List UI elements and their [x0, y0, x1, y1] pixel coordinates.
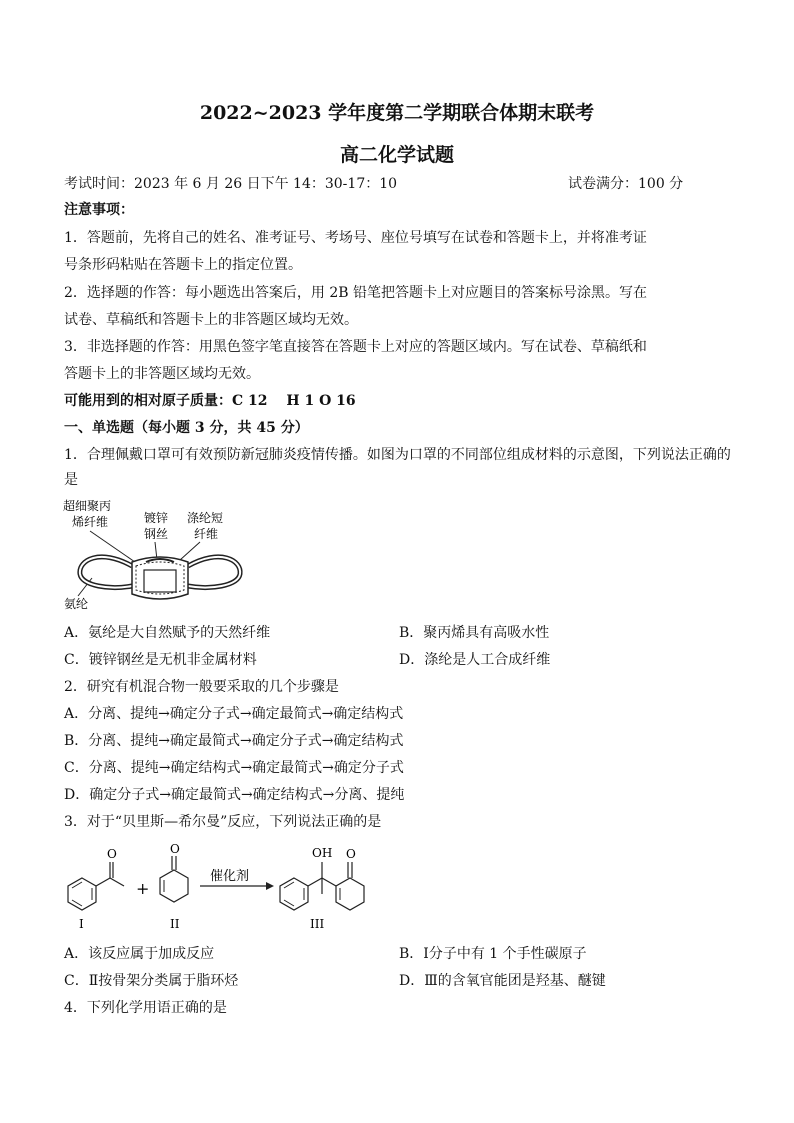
reaction-scheme [60, 840, 380, 932]
hydroxyl-oh: OH [312, 846, 333, 860]
label-polyester-2: 纤维 [194, 527, 219, 541]
label-compound-ii: II [170, 917, 180, 931]
atomic-mass-line: 可能用到的相对原子质量：C 12 H 1 O 16 [64, 393, 356, 409]
note-3-line-2: 答题卡上的非答题区域均无效。 [64, 366, 260, 382]
q2-option-c: C．分离、提纯→确定结构式→确定最简式→确定分子式 [64, 760, 404, 776]
q1-option-d: D．涤纶是人工合成纤维 [399, 652, 551, 668]
carbonyl-o-1: O [107, 847, 117, 861]
q1-option-a: A．氨纶是大自然赋予的天然纤维 [64, 625, 271, 641]
catalyst-label: 催化剂 [210, 869, 250, 884]
carbonyl-o-2: O [170, 842, 180, 856]
q2-option-d: D．确定分子式→确定最简式→确定结构式→分离、提纯 [64, 787, 405, 803]
note-3-line-1: 3．非选择题的作答：用黑色签字笔直接答在答题卡上对应的答题区域内。写在试卷、草稿纸和 [64, 339, 647, 355]
note-1-line-1: 1．答题前，先将自己的姓名、准考证号、考场号、座位号填写在试卷和答题卡上，并将准考证 [64, 230, 647, 246]
section-1-heading: 一、单选题（每小题 3 分，共 45 分） [64, 420, 309, 436]
label-polypropylene-1: 超细聚丙 [63, 499, 112, 513]
note-2-line-1: 2．选择题的作答：每小题选出答案后，用 2B 铅笔把答题卡上对应题目的答案标号涂黑。写在 [64, 285, 648, 301]
q4-stem: 4．下列化学用语正确的是 [64, 1000, 227, 1016]
label-spandex: 氨纶 [64, 597, 89, 611]
exam-time: 考试时间：2023 年 6 月 26 日下午 14：30-17：10 [64, 176, 398, 192]
q3-option-c: C．Ⅱ按骨架分类属于脂环烃 [64, 973, 239, 989]
label-compound-i: I [79, 917, 84, 931]
plus-sign: + [136, 879, 150, 898]
q1-option-b: B．聚丙烯具有高吸水性 [399, 625, 550, 641]
notes-heading: 注意事项： [64, 202, 134, 218]
q1-stem-line-2: 是 [64, 472, 78, 488]
carbonyl-o-3: O [346, 847, 356, 861]
q3-option-d: D．Ⅲ的含氧官能团是羟基、醚键 [399, 973, 606, 989]
q3-option-a: A．该反应属于加成反应 [64, 946, 215, 962]
exam-title: 2022~2023 学年度第二学期联合体期末联考 [199, 102, 595, 124]
label-compound-iii: III [310, 917, 325, 931]
label-polyester-1: 涤纶短 [187, 511, 224, 525]
q3-stem: 3．对于“贝里斯—希尔曼”反应，下列说法正确的是 [64, 814, 382, 830]
label-steel-1: 镀锌 [144, 511, 169, 525]
q2-option-b: B．分离、提纯→确定最简式→确定分子式→确定结构式 [64, 733, 404, 749]
note-2-line-2: 试卷、草稿纸和答题卡上的非答题区域均无效。 [64, 312, 358, 328]
q1-stem-line-1: 1．合理佩戴口罩可有效预防新冠肺炎疫情传播。如图为口罩的不同部位组成材料的示意图，下列说法正确的 [64, 447, 731, 463]
exam-subtitle: 高二化学试题 [339, 144, 454, 166]
mask-figure [60, 494, 250, 612]
label-polypropylene-2: 烯纤维 [72, 515, 109, 529]
note-1-line-2: 号条形码粘贴在答题卡上的指定位置。 [64, 257, 302, 273]
q2-stem: 2．研究有机混合物一般要采取的几个步骤是 [64, 679, 339, 695]
q2-option-a: A．分离、提纯→确定分子式→确定最简式→确定结构式 [64, 706, 404, 722]
full-score: 试卷满分：100 分 [568, 176, 684, 192]
q3-option-b: B．Ⅰ分子中有 1 个手性碳原子 [399, 946, 587, 962]
q1-option-c: C．镀锌钢丝是无机非金属材料 [64, 652, 257, 668]
label-steel-2: 钢丝 [144, 527, 169, 541]
